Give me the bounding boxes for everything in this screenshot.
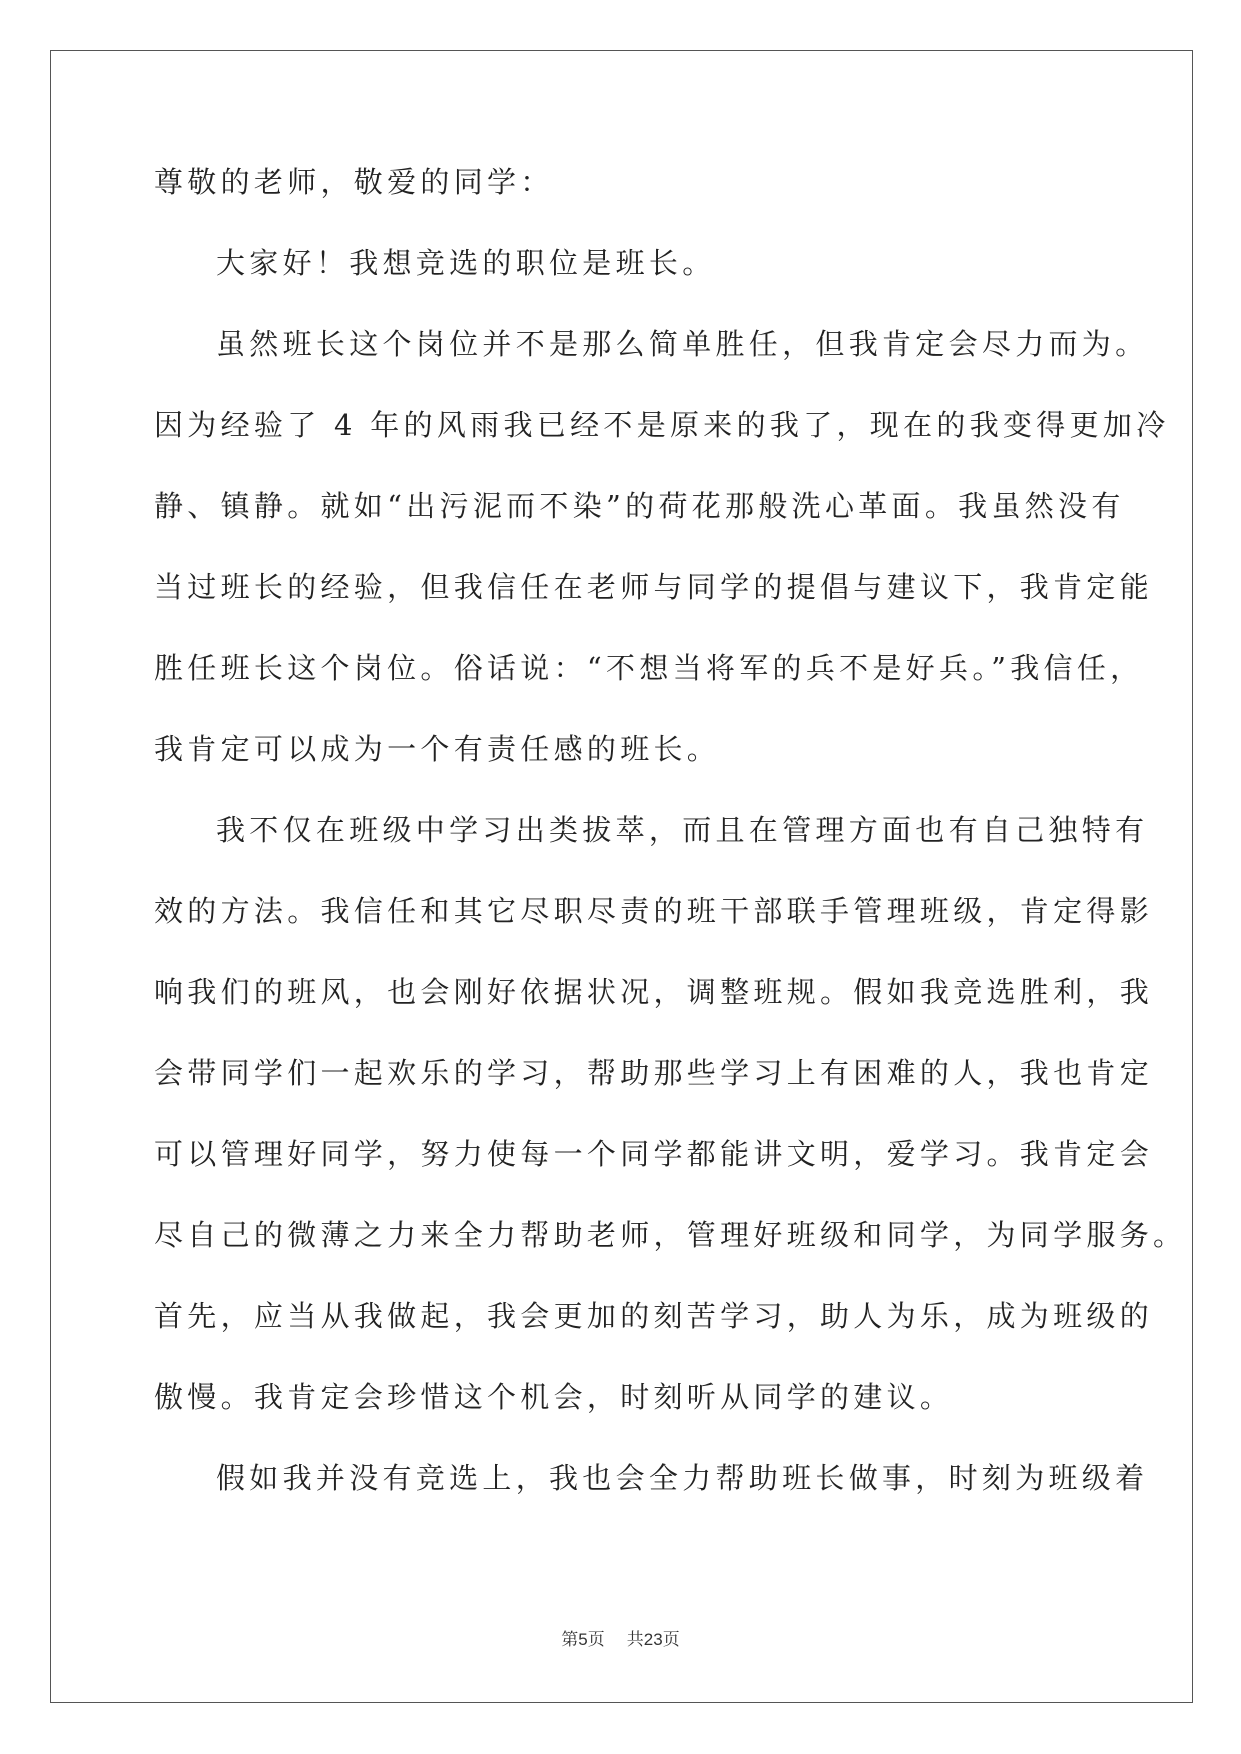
total-prefix: 共 <box>626 1630 644 1649</box>
text-line: 可以管理好同学，努力使每一个同学都能讲文明，爱学习。我肯定会 <box>154 1137 1154 1171</box>
text-line: 响我们的班风，也会刚好依据状况，调整班规。假如我竞选胜利，我 <box>154 975 1154 1009</box>
text-line: 首先，应当从我做起，我会更加的刻苦学习，助人为乐，成为班级的 <box>154 1299 1154 1333</box>
text-line: 效的方法。我信任和其它尽职尽责的班干部联手管理班级，肯定得影 <box>154 894 1154 928</box>
page-prefix: 第 <box>561 1630 579 1649</box>
text-line: 虽然班长这个岗位并不是那么简单胜任，但我肯定会尽力而为。 <box>216 327 1149 361</box>
text-line: 会带同学们一起欢乐的学习，帮助那些学习上有困难的人，我也肯定 <box>154 1056 1154 1090</box>
text-line: 因为经验了 4 年的风雨我已经不是原来的我了，现在的我变得更加冷 <box>154 408 1170 442</box>
text-line: 尊敬的老师，敬爱的同学： <box>154 165 554 199</box>
text-line: 假如我并没有竞选上，我也会全力帮助班长做事，时刻为班级着 <box>216 1461 1149 1495</box>
page-number: 5 <box>578 1630 588 1649</box>
total-pages: 23 <box>643 1630 663 1649</box>
text-line: 胜任班长这个岗位。俗话说：“不想当将军的兵不是好兵。”我信任， <box>154 651 1144 685</box>
text-line: 大家好！我想竞选的职位是班长。 <box>216 246 716 280</box>
text-line: 尽自己的微薄之力来全力帮助老师，管理好班级和同学，为同学服务。 <box>154 1218 1187 1252</box>
page-suffix: 页 <box>587 1630 605 1649</box>
text-line: 傲慢。我肯定会珍惜这个机会，时刻听从同学的建议。 <box>154 1380 954 1414</box>
text-line: 当过班长的经验，但我信任在老师与同学的提倡与建议下，我肯定能 <box>154 570 1154 604</box>
document-body <box>154 162 1187 1539</box>
text-line: 静、镇静。就如“出污泥而不染”的荷花那般洗心革面。我虽然没有 <box>154 489 1125 523</box>
page-footer <box>0 1625 1241 1650</box>
total-suffix: 页 <box>662 1630 680 1649</box>
text-line: 我不仅在班级中学习出类拔萃，而且在管理方面也有自己独特有 <box>216 813 1149 847</box>
text-line: 我肯定可以成为一个有责任感的班长。 <box>154 732 721 766</box>
